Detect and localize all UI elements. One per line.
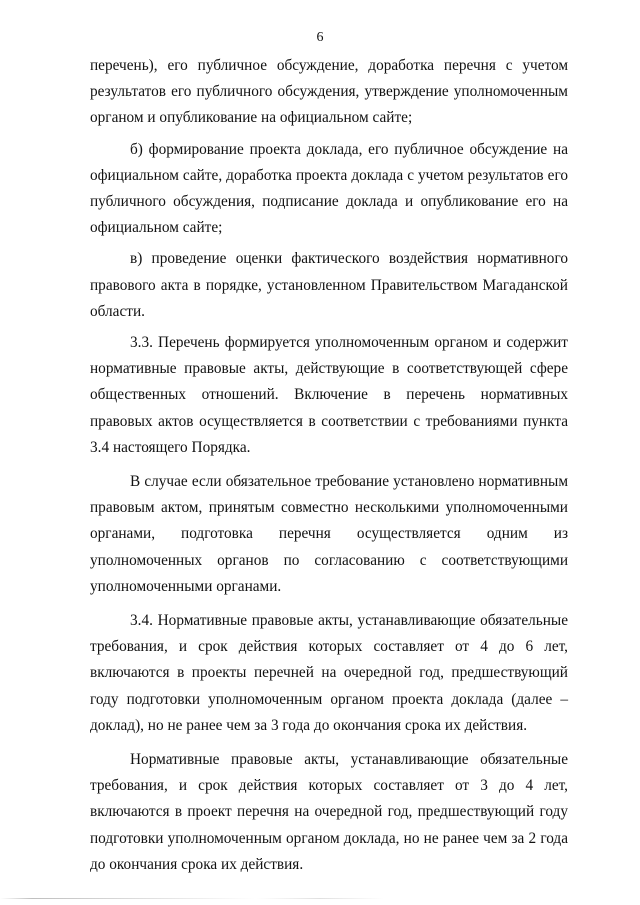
scan-artifact-line — [0, 898, 640, 899]
paragraph-item-v: в) проведение оценки фактического воздействия нормативного правового акта в порядке, установленном Правительством Магаданской области. — [90, 250, 568, 320]
paragraph-3-4-short-term: Нормативные правовые акты, устанавливающие обязательные требования, и срок действия которых составляет от 3 до 4 лет, включаются в проект перечня на очередной год, предшествующий году подготовки уполномоченным органом доклада, но не ранее чем за 2 года до окончания срока их действия. — [90, 751, 568, 873]
page-number: 6 — [316, 30, 324, 45]
paragraph-item-b: б) формирование проекта доклада, его публичное обсуждение на официальном сайте, доработка проекта доклада с учетом результатов его публичного обсуждения, подписание доклада и опубликование его на официальном сайте; — [90, 140, 568, 237]
document-body — [90, 53, 568, 878]
paragraph-3-4: 3.4. Нормативные правовые акты, устанавливающие обязательные требования, и срок действия которых составляет от 4 до 6 лет, включаются в проекты перечней на очередной год, предшествующий году подготовки уполномоченным органом проекта доклада (далее – доклад), но не ранее чем за 3 года до окончания срока их действия. — [90, 612, 568, 734]
paragraph-3-3: 3.3. Перечень формируется уполномоченным органом и содержит нормативные правовые акты, действующие в соответствующей сфере общественных отношений. Включение в перечень нормативных правовых актов осуществляется в соответствии с требованиями пункта 3.4 настоящего Порядка. — [90, 334, 568, 456]
paragraph-continuation: перечень), его публичное обсуждение, доработка перечня с учетом результатов его публичного обсуждения, утверждение уполномоченным органом и опубликование на официальном сайте; — [90, 57, 568, 127]
paragraph-joint-acts: В случае если обязательное требование установлено нормативным правовым актом, принятым совместно несколькими уполномоченными органами, подготовка перечня осуществляется одним из уполномоченных органов по согласованию с соответствующими уполномоченными органами. — [90, 473, 568, 595]
